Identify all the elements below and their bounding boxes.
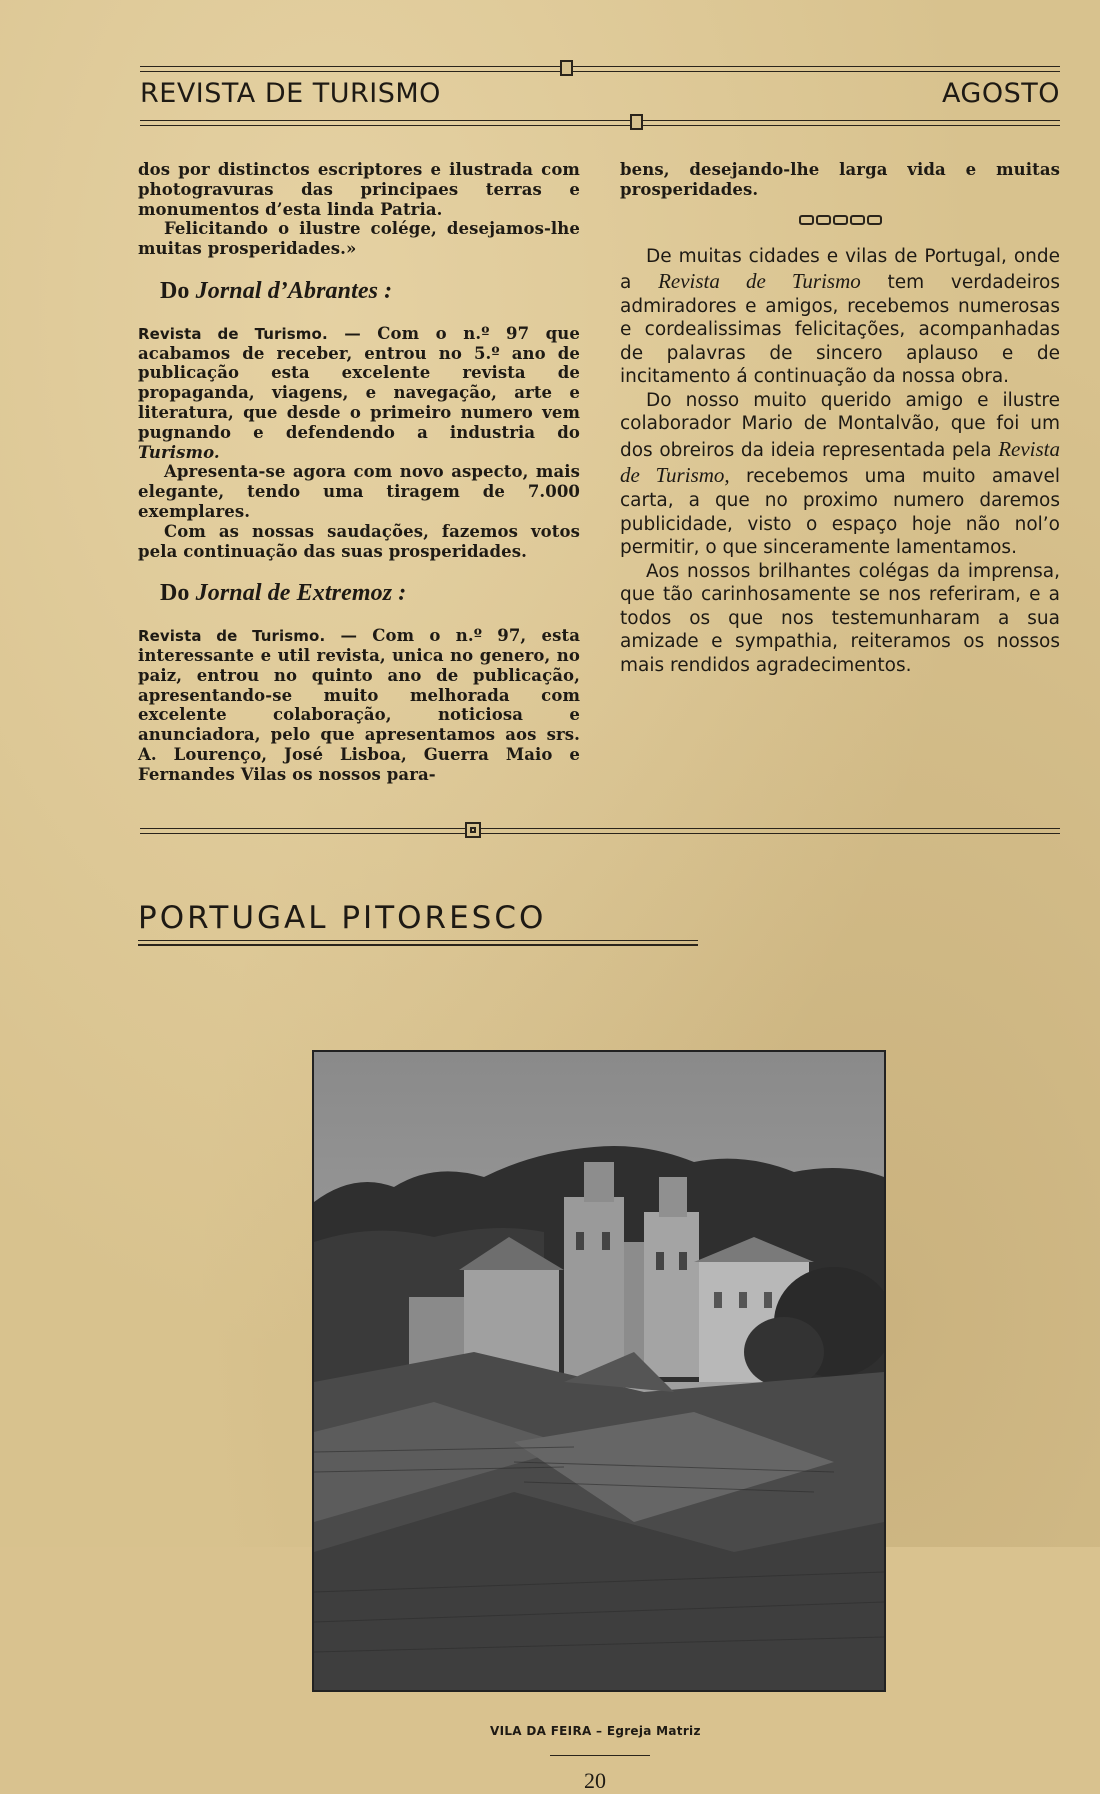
section-title-rule — [138, 940, 698, 946]
section-divider — [140, 828, 1060, 834]
left-paragraph-2: Felicitando o ilustre colége, desejamos-lhe muitas prosperidades.» — [138, 219, 580, 259]
right-paragraph-1: bens, desejando-lhe larga vida e muitas prosperidades. — [620, 160, 1060, 199]
right-paragraph-2: De muitas cidades e vilas de Portugal, onde a Revista de Turismo tem verdadeiros admiradores e amigos, recebemos numerosas e cordealissimas felicitações, acompanhadas de palavras de sincero aplauso e de incitamento á continuação da nossa obra. — [620, 245, 1060, 388]
left-paragraph-3: Revista de Turismo. — Com o n.º 97 que acabamos de receber, entrou no 5.º ano de publicação esta excelente revista de propaganda, viagens, e navegação, arte e literatura, que desde o primeiro numero vem pugnando e defendendo a industria do Turismo. — [138, 323, 580, 462]
subheading-jornal-abrantes: Do Jornal d’Abrantes : — [160, 277, 393, 304]
left-paragraph-5: Com as nossas saudações, fazemos votos pela continuação das suas prosperidades. — [138, 521, 580, 561]
page-number: 20 — [584, 1768, 606, 1793]
ornament-divider — [620, 210, 1060, 229]
page-number-rule — [550, 1755, 650, 1756]
left-column — [138, 160, 580, 785]
left-paragraph-1: dos por distinctos escriptores e ilustrada com photogravuras das principaes terras e monumentos d’esta linda Patria. — [138, 160, 580, 219]
photo-caption: VILA DA FEIRA – Egreja Matriz — [490, 1724, 701, 1738]
subheading-jornal-extremoz: Do Jornal de Extremoz : — [160, 580, 407, 607]
right-paragraph-3: Do nosso muito querido amigo e ilustre colaborador Mario de Montalvão, que foi um dos obreiros da ideia representada pela Revista de Turismo, recebemos uma muito amavel carta, a que no proximo numero daremos publicidade, visto o espaço hoje não nol’o permitir, o que sinceramente lamentamos. — [620, 389, 1060, 559]
masthead-title: REVISTA DE TURISMO — [140, 78, 441, 109]
header-rule-top — [140, 66, 1060, 72]
header-rule-bottom — [140, 120, 1060, 126]
right-column — [620, 160, 1060, 677]
masthead-month: AGOSTO — [941, 78, 1060, 109]
section-title: PORTUGAL PITORESCO — [138, 900, 547, 936]
left-paragraph-6: Revista de Turismo. — Com o n.º 97, esta interessante e util revista, unica no genero, no paiz, entrou no quinto ano de publicação, apresentando-se muito melhorada com excelente colaboração, noticiosa e anunciadora, pelo que apresentamos aos srs. A. Lourenço, José Lisboa, Guerra Maio e Fernandes Vilas os nossos para- — [138, 626, 580, 784]
right-paragraph-4: Aos nossos brilhantes colégas da imprensa, que tão carinhosamente se nos referiram, e a todos os que nos testemunharam a sua amizade e sympathia, reiteramos os nossos mais rendidos agradecimentos. — [620, 560, 1060, 676]
church-photo — [312, 1050, 886, 1692]
left-paragraph-4: Apresenta-se agora com novo aspecto, mais elegante, tendo uma tiragem de 7.000 exemplares. — [138, 462, 580, 521]
